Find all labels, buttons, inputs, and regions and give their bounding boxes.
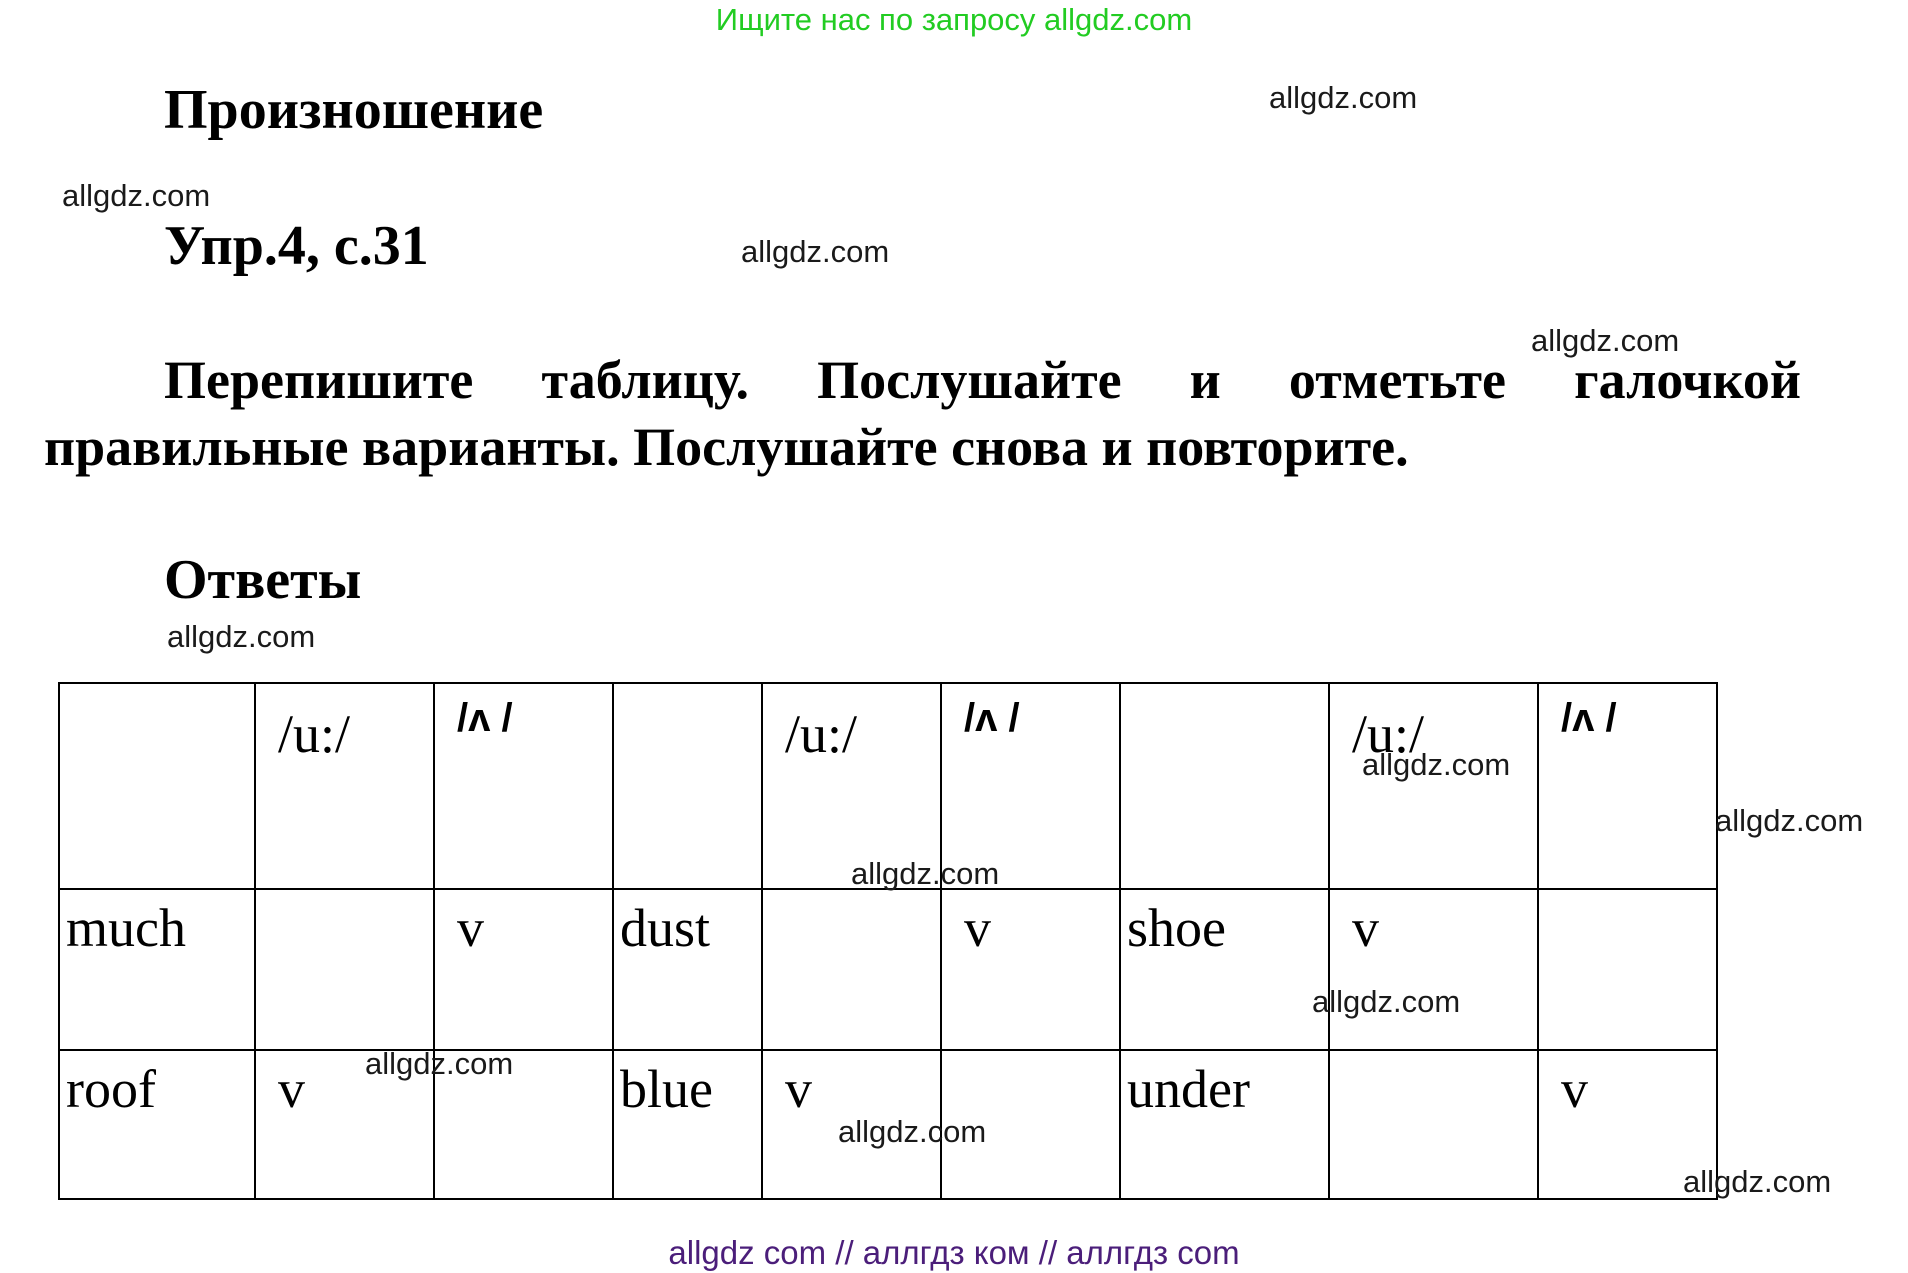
table-cell-mark [434,1050,613,1199]
watermark: allgdz.com [1269,80,1418,115]
table-cell-mark: v [1329,889,1538,1050]
watermark: allgdz.com [1312,984,1461,1019]
table-cell-word: much [59,889,255,1050]
watermark: allgdz.com [1531,323,1680,358]
table-cell-mark [762,889,941,1050]
table-row [59,889,1717,1050]
table-header-row [59,683,1717,889]
watermark: allgdz.com [1715,803,1864,838]
search-banner: Ищите нас по запросу allgdz.com [715,2,1193,37]
exercise-instruction: Перепишите таблицу. Послушайте и отметьте галочкой правильные варианты. Послушайте снова и повторите. [44,350,1801,477]
answer-table [58,682,1718,1200]
watermark: allgdz.com [62,178,211,213]
table-header-cell [59,683,255,889]
table-header-cell [1120,683,1329,889]
table-header-cell: /u:/ [255,683,434,889]
table-cell-mark [255,889,434,1050]
watermark: allgdz.com [838,1114,987,1149]
table-header-cell [613,683,762,889]
table-header-cell: /ʌ / [1538,683,1717,889]
table-header-cell: /ʌ / [941,683,1120,889]
watermark: allgdz.com [1683,1164,1832,1199]
table-cell-word: shoe [1120,889,1329,1050]
table-cell-word: dust [613,889,762,1050]
footer-links: allgdz com // аллгдз ком // аллгдз com [668,1234,1240,1271]
table-cell-mark: v [1538,1050,1717,1199]
table-cell-mark: v [255,1050,434,1199]
watermark: allgdz.com [741,234,890,269]
answers-title: Ответы [164,549,362,611]
table-header-cell: /u:/ [762,683,941,889]
watermark: allgdz.com [365,1046,514,1081]
watermark: allgdz.com [1362,747,1511,782]
table-cell-word: roof [59,1050,255,1199]
section-title: Произношение [164,79,544,141]
table-cell-mark: v [434,889,613,1050]
table-cell-mark [1329,1050,1538,1199]
table-cell-mark: v [941,889,1120,1050]
table-row [59,1050,1717,1199]
watermark: allgdz.com [851,856,1000,891]
exercise-title: Упр.4, с.31 [164,215,429,277]
table-cell-mark [941,1050,1120,1199]
table-cell-word: under [1120,1050,1329,1199]
table-header-cell: /u:/ [1329,683,1538,889]
table-cell-mark: v [762,1050,941,1199]
table-cell-mark [1538,889,1717,1050]
watermark: allgdz.com [167,619,316,654]
table-cell-word: blue [613,1050,762,1199]
table-header-cell: /ʌ / [434,683,613,889]
